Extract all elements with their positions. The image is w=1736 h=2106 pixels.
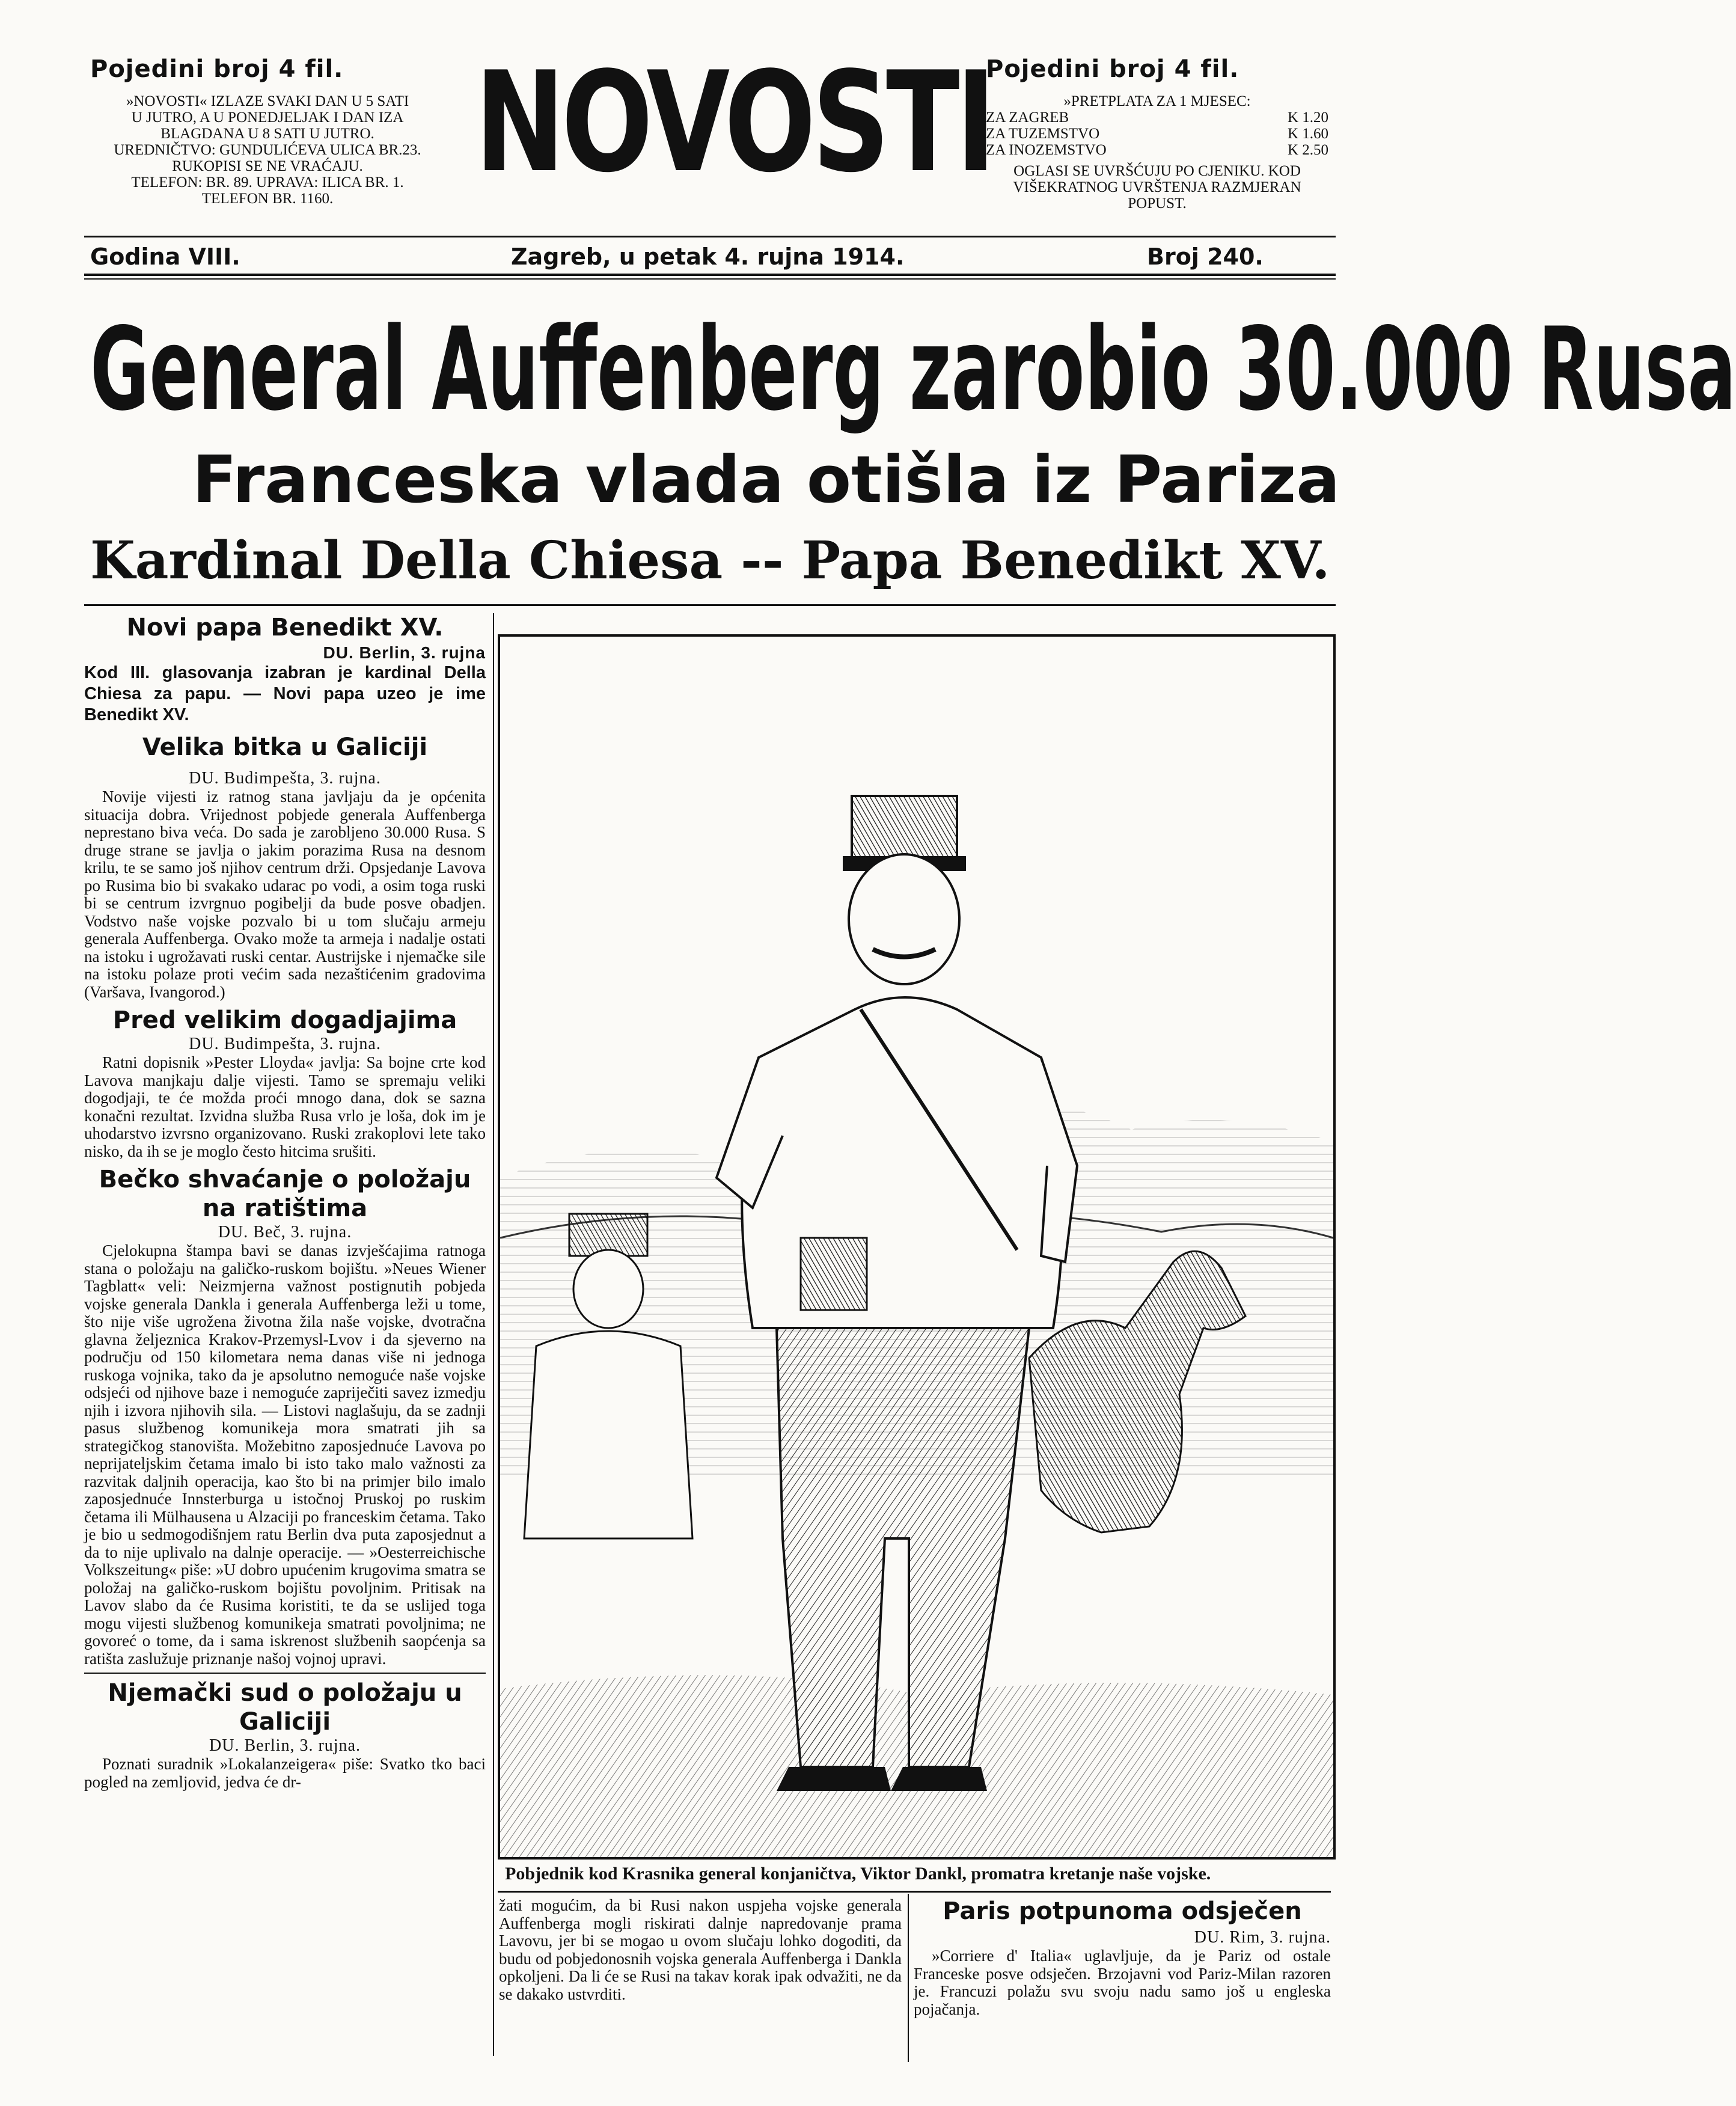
date-label: Zagreb, u petak 4. rujna 1914. <box>511 243 905 270</box>
info-line: BLAGDANA U 8 SATI U JUTRO. <box>160 126 374 142</box>
illustration-caption: Pobjednik kod Krasnika general konjaničtva, Viktor Dankl, promatra kretanje naše vojske. <box>505 1864 1211 1884</box>
price-value: K 1.60 <box>1287 126 1328 142</box>
info-line: »NOVOSTI« IZLAZE SVAKI DAN U 5 SATI <box>126 93 409 109</box>
headline-rule <box>84 604 1336 606</box>
illustration-frame <box>498 634 1336 1860</box>
caption-rule <box>498 1858 1331 1859</box>
info-line: TELEFON BR. 1160. <box>201 191 334 207</box>
dateline: DU. Budimpešta, 3. rujna. <box>189 1035 381 1053</box>
article-text <box>84 1242 486 1668</box>
third-headline: Kardinal Della Chiesa -- Papa Benedikt XV. <box>90 530 1330 591</box>
article-text: Kod III. glasovanja izabran je kardinal Della Chiesa za papu. — Novi papa uzeo je ime Benedikt XV. <box>84 663 486 724</box>
paragraph: »Corriere d' Italia« uglavljuje, da je Pariz od ostale Franceske posve odsječen. Brzojavni vod Pariz-Milan razoren je. Francuzi polažu svu svoju nadu samo još u engleska pojačanja. <box>914 1947 1331 2018</box>
continuation-text <box>499 1897 902 2003</box>
dateline: DU. Berlin, 3. rujna. <box>209 1736 361 1755</box>
article-title: Velika bitka u Galiciji <box>142 733 428 761</box>
price-value: K 2.50 <box>1287 142 1328 158</box>
left-column <box>84 613 486 1791</box>
paragraph: žati mogućim, da bi Rusi nakon uspjeha vojske generala Auffenberga mogli riskirati dalnje napredovanje prama Lavovu, jer bi se mogao u ovom slučaju lohko dogoditi, da budu od pobjedonosnih vojska generala Auffenberga i Dankla opkoljeni. Da li će se Rusi na takav korak ipak odvažiti, ne da se dakako ustvrditi. <box>499 1896 902 2003</box>
dateline: DU. Rim, 3. rujna. <box>1194 1928 1331 1947</box>
price-row <box>986 126 1328 142</box>
article-text <box>84 788 486 1001</box>
masthead-rule <box>84 236 1336 237</box>
left-info <box>90 93 445 207</box>
general-illustration <box>500 637 1333 1857</box>
column-divider <box>908 1894 909 2062</box>
column-divider <box>493 613 494 2056</box>
price-value: K 1.20 <box>1287 109 1328 126</box>
subscription-heading: »PRETPLATA ZA 1 MJESEC: <box>1063 93 1251 109</box>
paragraph: Novije vijesti iz ratnog stana javljaju da je općenita situacija dobra. Vrijednost pobjede generala Auffenberga neprestano biva veća. Do sada je zarobljeno 30.000 Rusa. S druge strane se javlja o jakim porazima Rusa na desnom krilu, te se samo još njihov centrum drži. Opsjedanje Lavova po Rusima bio bi svakako udarac po vodi, a osim toga ruski bi se centrum izvrgnuo pogibelji da bude posve obadjen. Vodstvo naše vojske pozvalo bi u tom slučaju armeju generala Auffenberga. Ovako može ta armeja i nadalje ostati na istoku i ugrožavati ruski centar. Austrijske i njemačke sile na istoku polaze proti većim sada nezaštićenim gradovima (Varšava, Ivangorod.) <box>84 788 486 1001</box>
price-row <box>986 109 1328 126</box>
paragraph: Poznati suradnik »Lokalanzeigera« piše: Svatko tko baci pogled na zemljovid, jedva će dr- <box>84 1755 486 1791</box>
info-line: RUKOPISI SE NE VRAĆAJU. <box>172 158 363 174</box>
info-line: U JUTRO, A U PONEDJELJAK I DAN IZA <box>131 109 404 126</box>
info-line: UREDNIČTVO: GUNDULIĆEVA ULICA BR.23. <box>114 142 421 158</box>
dateline-rule <box>84 274 1336 276</box>
article-title: Paris potpunoma odsječen <box>943 1897 1302 1925</box>
year-label: Godina VIII. <box>90 243 240 270</box>
paris-article <box>914 1897 1331 2018</box>
right-info <box>986 93 1328 212</box>
article-text <box>84 1756 486 1791</box>
masthead-title: NOVOSTI <box>475 43 992 203</box>
right-price: Pojedini broj 4 fil. <box>986 55 1239 83</box>
article-title: Pred velikim dogadjajima <box>112 1006 457 1034</box>
price-row <box>986 142 1328 158</box>
dateline: DU. Budimpešta, 3. rujna. <box>189 769 381 788</box>
issue-label: Broj 240. <box>1147 243 1264 270</box>
article-title: Bečko shvaćanje o položaju na ratištima <box>99 1166 471 1222</box>
article-title: Novi papa Benedikt XV. <box>126 614 444 641</box>
caption-rule-bottom <box>498 1891 1331 1893</box>
price-label: ZA TUZEMSTVO <box>986 126 1100 142</box>
paragraph: Ratni dopisnik »Pester Lloyda« javlja: Sa bojne crte kod Lavova manjkaju dalje vijesti. Tamo se spremaju veliki dogodjaji, te će možda proći mnogo dana, dok se sazna konačni rezultat. Izvidna služba Rusa vrlo je loša, dok im je uhodarstvo izvrsno organizovano. Ruski zrakoplovi lete tako nisko, da ih se je moglo često hitcima srušiti. <box>84 1053 486 1160</box>
paragraph: Cjelokupna štampa bavi se danas izvješćajima ratnoga stana o položaju na galičko-ruskom bojištu. »Neues Wiener Tagblatt« veli: Neizmjerna važnost postignutih pobjeda vojske generala Dankla i generala Auffenberga leži u tome, što nije više ugrožena životna žila naše vojske, dvotračna glavna željeznica Krakov-Przemysl-Lvov i da sjeverno na području od 150 kilometara nema danas više ni jednoga ruskoga vojnika, tako da je apsolutno nemoguće naše vojske odsjeći od njihove baze i nemoguće zapriječiti savez izmedju njih i izvora njihovih sila. — Listovi naglašuju, da se zadnji pasus službenog komunikeja mora smatrati jih sa strategičkog stanovišta. Možebitno zaposjednuće Lavova po neprijateljskim četama imalo bi isto tako malo važnosti za razvitak daljnih operacija, kao što bi na primjer bilo imalo zaposjednuće Innsterburga u istočnoj Pruskoj po ruskim četama ili Mülhausena u Alzaciji po franceskim četama. Tako je bio u sedmogodišnjem ratu Berlin dva puta zaposjednut a da to nije uplivalo na dalnje operacije. — »Oesterreichische Volkszeitung« piše: »U dobro upućenim krugovima smatra se položaj na galičko-ruskom bojištu povoljnim. Pritisak na Lavov slabo da će Rusima koristiti, te da se uslijed toga mogu vijesti službenog komunikeja smatrati povoljnima; ne govoreć o tome, da i sama iskrenost službenih saopćenja sa ratišta zaslužuje priznanje našoj vojnoj upravi. <box>84 1241 486 1668</box>
left-price: Pojedini broj 4 fil. <box>90 55 344 83</box>
dateline: DU. Beč, 3. rujna. <box>218 1223 352 1241</box>
main-headline: General Auffenberg zarobio 30.000 Rusa <box>90 303 1736 436</box>
article-text <box>914 1947 1331 2018</box>
price-label: ZA INOZEMSTVO <box>986 142 1107 158</box>
article-rule <box>84 1673 486 1674</box>
ads-note: OGLASI SE UVRŠĆUJU PO CJENIKU. KOD VIŠEKRATNOG UVRŠTENJA RAZMJERAN POPUST. <box>1013 163 1301 212</box>
article-text <box>84 1054 486 1160</box>
second-headline: Franceska vlada otišla iz Pariza <box>192 442 1340 518</box>
dateline-rule-thin <box>84 278 1336 280</box>
article-title: Njemački sud o položaju u Galiciji <box>108 1679 462 1736</box>
dateline: DU. Berlin, 3. rujna <box>323 643 486 662</box>
price-label: ZA ZAGREB <box>986 109 1069 126</box>
info-line: TELEFON: BR. 89. UPRAVA: ILICA BR. 1. <box>131 174 404 191</box>
